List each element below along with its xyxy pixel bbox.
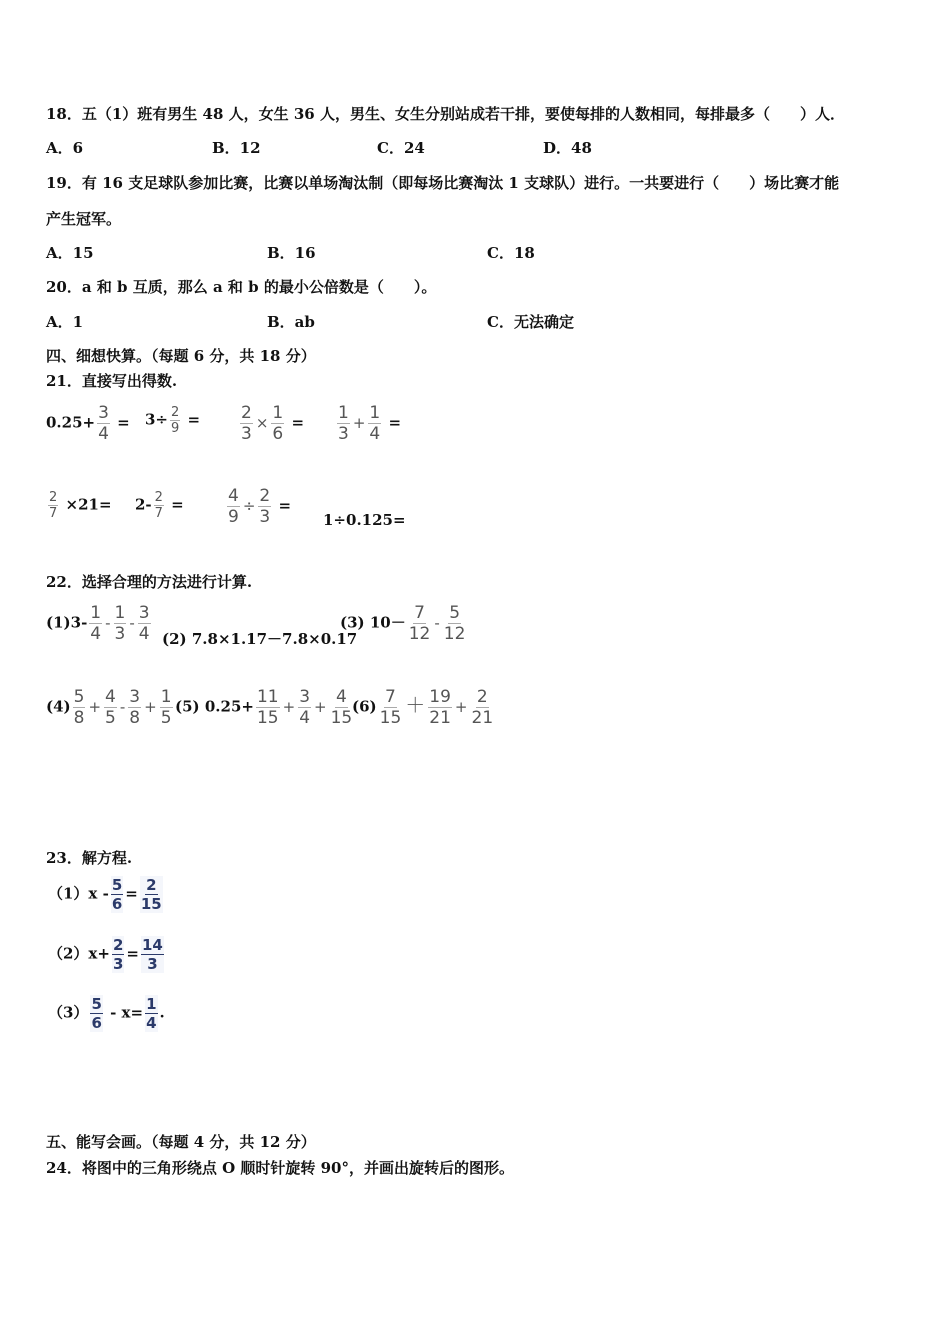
- fraction: [89, 603, 102, 644]
- numerator: 2: [476, 687, 488, 707]
- numerator: 2: [49, 490, 58, 505]
- question-21-title: 21．直接写出得数.: [46, 372, 178, 390]
- denominator: 15: [256, 708, 279, 728]
- denominator: 4: [98, 424, 109, 444]
- denominator: 21: [429, 708, 451, 728]
- equals-sign: =: [126, 944, 139, 963]
- expr-text: =: [273, 496, 292, 515]
- fraction: [256, 687, 280, 728]
- numerator: 14: [141, 936, 163, 954]
- expr-text: （1）x -: [48, 884, 109, 903]
- numerator: 4: [105, 687, 116, 707]
- q20-option-a: A．1: [46, 313, 84, 331]
- denominator: 3: [241, 424, 252, 444]
- fraction: [408, 603, 432, 644]
- expr-text: =: [286, 413, 305, 432]
- numerator: 1: [272, 403, 284, 423]
- expr-text: .: [159, 1003, 165, 1022]
- numerator: 7: [385, 687, 396, 707]
- q19-option-b: B．16: [267, 244, 316, 262]
- question-19-line2: 产生冠军。: [46, 210, 122, 228]
- q21-expr-7: [225, 486, 291, 527]
- operator: +: [454, 697, 468, 716]
- operator: ÷: [242, 496, 256, 515]
- numerator: 1: [160, 687, 172, 707]
- operator: +: [314, 697, 327, 716]
- denominator: 3: [112, 955, 124, 973]
- expr-text: (1)3-: [46, 613, 88, 632]
- expr-text: (6): [352, 697, 377, 716]
- fraction: [240, 403, 253, 444]
- fraction: [112, 936, 124, 973]
- fraction: [140, 876, 163, 913]
- q21-expr-8: 1÷0.125=: [323, 511, 406, 529]
- numerator: 5: [91, 995, 102, 1013]
- numerator: 5: [111, 876, 123, 894]
- question-23-title: 23．解方程.: [46, 849, 133, 867]
- question-20: 20．a 和 b 互质，那么 a 和 b 的最小公倍数是（ ）。: [46, 278, 437, 296]
- q22-part-1: [46, 603, 153, 644]
- numerator: 2: [171, 405, 180, 420]
- denominator: 5: [160, 708, 172, 728]
- operator: +: [352, 413, 366, 432]
- fraction: [141, 936, 164, 973]
- numerator: 11: [256, 687, 279, 707]
- fraction: [271, 403, 284, 444]
- numerator: 3: [299, 687, 311, 707]
- denominator: 5: [105, 708, 116, 728]
- question-18: 18．五（1）班有男生 48 人，女生 36 人，男生、女生分别站成若干排，要使每排的人数相同，每排最多（ ）人．: [46, 105, 845, 123]
- fraction: [368, 403, 381, 444]
- q18-option-b: B．12: [212, 139, 261, 157]
- expr-text: - x=: [104, 1003, 144, 1022]
- fraction: [428, 687, 452, 728]
- expr-text: (4): [46, 697, 71, 716]
- denominator: 3: [259, 507, 271, 527]
- expr-text: =: [383, 413, 402, 432]
- expr-text: 0.25+: [46, 413, 96, 432]
- q20-option-b: B．ab: [267, 313, 315, 331]
- q22-part-6: [352, 687, 496, 728]
- numerator: 1: [90, 603, 102, 623]
- q20-option-c: C．无法确定: [487, 313, 574, 331]
- denominator: 3: [147, 955, 158, 973]
- fraction: [111, 876, 123, 913]
- fraction: [471, 687, 495, 728]
- denominator: 4: [90, 624, 102, 644]
- section-5-title: 五、能写会画。（每题 4 分，共 12 分）: [46, 1133, 316, 1151]
- q21-expr-3: [238, 403, 304, 444]
- fraction: [138, 603, 151, 644]
- q22-part-4: [46, 687, 175, 728]
- operator: -: [119, 697, 126, 716]
- denominator: 9: [228, 507, 239, 527]
- numerator: 2: [259, 486, 271, 506]
- denominator: 7: [154, 506, 163, 521]
- operator: -: [129, 613, 135, 632]
- expr-text: （2）x+: [48, 944, 110, 963]
- q22-part-3: [340, 603, 468, 644]
- fraction: [73, 687, 86, 728]
- expr-text: 2-: [135, 495, 152, 514]
- q18-option-d: D．48: [543, 139, 592, 157]
- numerator: 1: [146, 995, 157, 1013]
- denominator: 21: [471, 708, 494, 728]
- numerator: 1: [114, 603, 126, 623]
- q18-option-a: A．6: [46, 139, 84, 157]
- operator: -: [434, 613, 440, 632]
- q23-equation-3: [48, 995, 165, 1032]
- q19-option-a: A．15: [46, 244, 94, 262]
- denominator: 3: [338, 424, 349, 444]
- denominator: 12: [408, 624, 431, 644]
- expr-text: ×21=: [60, 495, 112, 514]
- question-19-line1: 19．有 16 支足球队参加比赛，比赛以单场淘汰制（即每场比赛淘汰 1 支球队）进行。一共要进行（ ）场比赛才能: [46, 174, 840, 192]
- fraction: [90, 995, 102, 1032]
- q22-part-5: [175, 687, 355, 728]
- fraction: [337, 403, 350, 444]
- fraction: [330, 687, 354, 728]
- numerator: 5: [449, 603, 461, 623]
- denominator: 15: [330, 708, 353, 728]
- q22-part-2: (2) 7.8×1.17－7.8×0.17: [162, 630, 358, 648]
- operator: +: [88, 697, 102, 716]
- fraction: [443, 603, 467, 644]
- operator: +: [144, 697, 157, 716]
- denominator: 3: [114, 624, 126, 644]
- q21-expr-4: [335, 403, 401, 444]
- denominator: 4: [138, 624, 150, 644]
- denominator: 6: [111, 895, 123, 913]
- fraction: [145, 995, 157, 1032]
- question-24: 24．将图中的三角形绕点 O 顺时针旋转 90°，并画出旋转后的图形。: [46, 1159, 514, 1177]
- numerator: 3: [138, 603, 150, 623]
- numerator: 3: [98, 403, 109, 423]
- denominator: 15: [140, 895, 162, 913]
- denominator: 4: [369, 424, 381, 444]
- numerator: 2: [241, 403, 252, 423]
- fraction: [258, 486, 271, 527]
- q21-expr-2: [145, 405, 200, 436]
- numerator: 2: [146, 876, 157, 894]
- operator: +: [282, 697, 296, 716]
- fraction: [379, 687, 403, 728]
- fraction: [227, 486, 240, 527]
- section-4-title: 四、细想快算。（每题 6 分，共 18 分）: [46, 347, 316, 365]
- numerator: 19: [429, 687, 451, 707]
- denominator: 12: [443, 624, 466, 644]
- expr-text: (3) 10－: [340, 613, 406, 632]
- denominator: 4: [299, 708, 311, 728]
- q21-expr-1: [46, 403, 130, 444]
- expr-text: =: [111, 413, 130, 432]
- numerator: 5: [73, 687, 85, 707]
- operator: -: [105, 613, 111, 632]
- fraction: [114, 603, 127, 644]
- fraction: [170, 405, 180, 436]
- q23-equation-1: [48, 876, 165, 913]
- q18-option-c: C．24: [377, 139, 425, 157]
- expr-text: (5) 0.25+: [175, 697, 254, 716]
- operator: ×: [255, 413, 269, 432]
- expr-text: 3÷: [145, 410, 169, 429]
- numerator: 2: [154, 490, 163, 505]
- numerator: 1: [369, 403, 381, 423]
- denominator: 6: [91, 1014, 102, 1032]
- fraction: [48, 490, 58, 521]
- denominator: 15: [379, 708, 402, 728]
- numerator: 4: [336, 687, 347, 707]
- fraction: [160, 687, 173, 728]
- expr-text: =: [165, 495, 184, 514]
- fraction: [154, 490, 164, 521]
- denominator: 8: [73, 708, 85, 728]
- fraction: [104, 687, 117, 728]
- denominator: 4: [146, 1014, 157, 1032]
- expr-text: （3）: [48, 1003, 89, 1022]
- numerator: 3: [129, 687, 141, 707]
- equals-sign: =: [125, 884, 138, 903]
- q21-expr-5: [46, 490, 112, 521]
- denominator: 7: [49, 506, 58, 521]
- expr-text: =: [182, 410, 201, 429]
- numerator: 7: [414, 603, 425, 623]
- fraction: [298, 687, 311, 728]
- denominator: 9: [171, 421, 180, 436]
- fraction: [97, 403, 110, 444]
- q19-option-c: C．18: [487, 244, 535, 262]
- question-22-title: 22．选择合理的方法进行计算.: [46, 573, 253, 591]
- denominator: 6: [272, 424, 284, 444]
- operator: ＋: [405, 692, 426, 717]
- numerator: 2: [112, 936, 124, 954]
- fraction: [128, 687, 141, 728]
- q21-expr-6: [135, 490, 184, 521]
- denominator: 8: [129, 708, 141, 728]
- q23-equation-2: [48, 936, 166, 973]
- numerator: 4: [228, 486, 239, 506]
- numerator: 1: [338, 403, 349, 423]
